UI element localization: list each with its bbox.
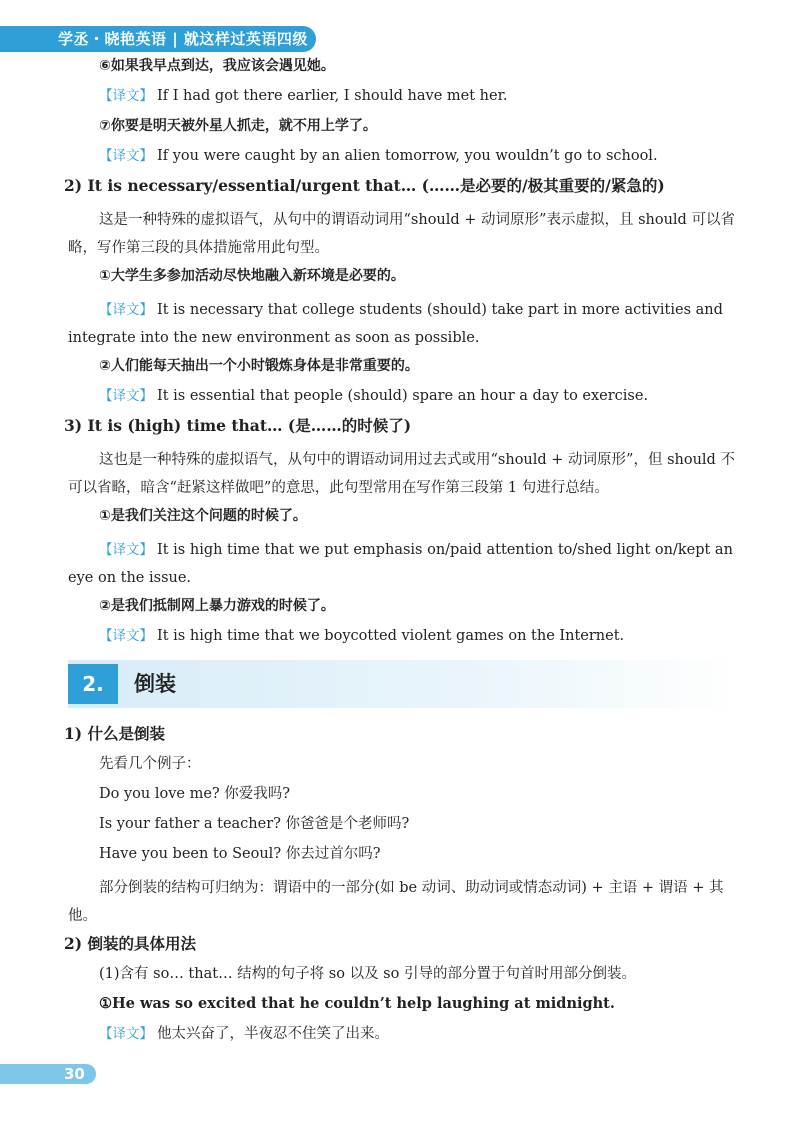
structure-description: 部分倒装的结构可归纳为：谓语中的一部分(如 be 动词、助动词或情态动词) + 主语 + 谓语 + 其他。 [68, 880, 724, 924]
example-6-translation: 【译文】 If I had got there earlier, I should have met her. [99, 88, 508, 104]
section-number: 2. [68, 664, 118, 704]
example-translation: 【译文】 It is necessary that college students (should) take part in more activities and integrate into the new environment as soon as possible. [68, 302, 723, 346]
subsection-heading-high-time: 3) It is (high) time that… (是……的时候了) [64, 416, 412, 435]
example-chinese: ②是我们抵制网上暴力游戏的时候了。 [99, 598, 335, 614]
book-header-banner: 学丞・晓艳英语 | 就这样过英语四级 [0, 26, 316, 52]
section-title: 倒装 [134, 672, 176, 696]
subsection-heading-usage: 2) 倒装的具体用法 [64, 934, 197, 953]
translation-tag: 【译文】 [99, 542, 153, 558]
usage-rule: (1)含有 so… that… 结构的句子将 so 以及 so 引导的部分置于句首时用部分倒装。 [99, 966, 636, 982]
subsection-heading-necessary: 2) It is necessary/essential/urgent that… (……是必要的/极其重要的/紧急的) [64, 176, 665, 195]
example-chinese: ①大学生多参加活动尽快地融入新环境是必要的。 [99, 268, 405, 284]
example-7-chinese: ⑦你要是明天被外星人抓走，就不用上学了。 [99, 118, 377, 134]
subsection-heading-what-is-inversion: 1) 什么是倒装 [64, 724, 166, 743]
translation-tag: 【译文】 [99, 302, 153, 318]
intro-text: 先看几个例子： [99, 756, 201, 772]
translation-tag: 【译文】 [99, 148, 153, 164]
translation-tag: 【译文】 [99, 1026, 153, 1042]
example-question: Is your father a teacher? 你爸爸是个老师吗? [99, 816, 410, 832]
example-chinese: ①是我们关注这个问题的时候了。 [99, 508, 307, 524]
subsection-description: 这也是一种特殊的虚拟语气，从句中的谓语动词用过去式或用“should + 动词原形”，但 should 不可以省略，暗含“赶紧这样做吧”的意思，此句型常用在写作第三段第 1 句进行总结。 [68, 452, 735, 496]
example-6-chinese: ⑥如果我早点到达，我应该会遇见她。 [99, 58, 335, 74]
example-question: Do you love me? 你爱我吗? [99, 786, 291, 802]
example-translation: 【译文】 It is high time that we boycotted violent games on the Internet. [99, 628, 625, 644]
example-translation: 【译文】 It is essential that people (should) spare an hour a day to exercise. [99, 388, 649, 404]
subsection-description: 这是一种特殊的虚拟语气，从句中的谓语动词用“should + 动词原形”表示虚拟，且 should 可以省略，写作第三段的具体措施常用此句型。 [68, 212, 735, 256]
translation-tag: 【译文】 [99, 388, 153, 404]
example-english: ①He was so excited that he couldn’t help laughing at midnight. [99, 995, 615, 1012]
example-translation: 【译文】 It is high time that we put emphasis on/paid attention to/shed light on/kept an eye on the issue. [68, 542, 733, 586]
page-number: 30 [0, 1064, 96, 1084]
translation-tag: 【译文】 [99, 628, 153, 644]
example-chinese: ②人们能每天抽出一个小时锻炼身体是非常重要的。 [99, 358, 419, 374]
example-translation: 【译文】 他太兴奋了，半夜忍不住笑了出来。 [99, 1026, 389, 1042]
example-7-translation: 【译文】 If you were caught by an alien tomorrow, you wouldn’t go to school. [99, 148, 658, 164]
page-content [64, 56, 740, 1054]
example-question: Have you been to Seoul? 你去过首尔吗? [99, 846, 381, 862]
translation-tag: 【译文】 [99, 88, 153, 104]
section-header-inversion [68, 660, 740, 710]
